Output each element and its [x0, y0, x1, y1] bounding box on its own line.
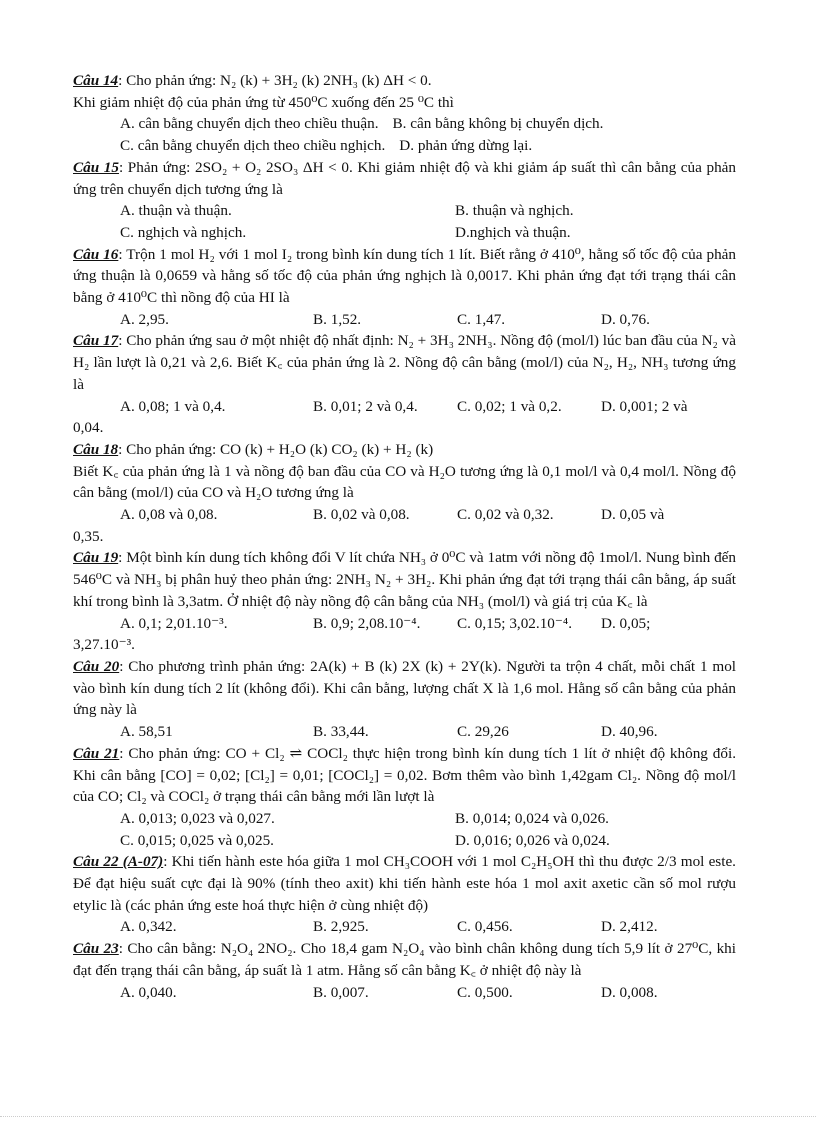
answer-option: B. 0,9; 2,08.10⁻⁴. — [313, 614, 421, 632]
question-q17 — [73, 330, 736, 439]
answer-option: D. 0,008. — [601, 983, 658, 1001]
question-stem — [73, 92, 736, 114]
answer-option: D. 0,016; 0,026 và 0,024. — [455, 831, 610, 849]
answer-option: B. cân bằng không bị chuyển dịch. — [392, 115, 604, 133]
question-label: Câu 20 — [73, 657, 120, 675]
options-row — [73, 222, 736, 244]
question-q18 — [73, 439, 736, 548]
question-text: : Cho phản ứng: CO + Cl₂ ⇌ COCl₂ thực hiện trong bình kín dung tích 1 lít ở nhiệt độ không đổi. Khi cân bằng [CO] = 0,02; [Cl₂] = 0,01; [COCl₂] = 0,02. Bơm thêm vào bình 1,42gam Cl₂. Nồng độ mol/l của CO; Cl₂ và COCl₂ ở trạng thái cân bằng mới lần lượt là — [73, 744, 736, 806]
answer-option: B. 0,01; 2 và 0,4. — [313, 397, 418, 415]
answer-option: D. 0,76. — [601, 310, 650, 328]
exam-page — [73, 70, 736, 1003]
question-stem — [73, 439, 736, 461]
question-label: Câu 14 — [73, 72, 119, 89]
answer-option: C. 1,47. — [457, 310, 506, 328]
options-row — [73, 982, 736, 1004]
question-stem — [73, 656, 736, 721]
question-text: Biết K꜀ của phản ứng là 1 và nồng độ ban đầu của CO và H₂O tương ứng là 0,1 mol/l và 0,4 mol/l. Nồng độ cân bằng (mol/l) của CO và H₂O tương ứng là — [73, 462, 736, 502]
question-stem — [73, 851, 736, 916]
answer-option: C. 0,015; 0,025 và 0,025. — [120, 831, 274, 849]
answer-option: C. 0,456. — [457, 918, 513, 936]
question-stem — [73, 157, 736, 200]
answer-option: A. 0,08; 1 và 0,4. — [120, 397, 226, 415]
question-label: Câu 22 (A-07) — [73, 853, 164, 871]
question-stem — [73, 547, 736, 612]
options-row — [73, 830, 736, 852]
question-text: : Cho phản ứng: CO (k) + H₂O (k) CO₂ (k) + H₂ (k) — [118, 440, 434, 458]
question-q21 — [73, 743, 736, 852]
answer-option: A. 58,51 — [120, 723, 173, 741]
question-q14 — [73, 70, 736, 157]
answer-option: B. 0,02 và 0,08. — [313, 506, 410, 524]
answer-option: C. nghịch và nghịch. — [120, 223, 247, 241]
question-stem — [73, 938, 736, 981]
options-row — [73, 396, 736, 418]
question-label: Câu 19 — [73, 549, 119, 567]
answer-option: C. cân bằng chuyển dịch theo chiều nghịch. — [120, 137, 386, 155]
question-label: Câu 15 — [73, 158, 119, 176]
question-text: : Cho phản ứng sau ở một nhiệt độ nhất định: N₂ + 3H₃ 2NH₃. Nồng độ (mol/l) lúc ban đầu của N₂ và H₂ lần lượt là 0,21 và 2,6. Biết K꜀ của phản ứng là 2. Nồng độ cân bằng (mol/l) của N₂, H₂, NH₃ tương ứng là — [73, 332, 737, 393]
question-text: : Cho cân bằng: N₂O₄ 2NO₂. Cho 18,4 gam N₂O₄ vào bình chân không dung tích 5,9 lít ở 27⁰C, khi đạt đến trạng thái cân bằng, áp suất là 1 atm. Hằng số cân bằng K꜀ ở nhiệt độ này là — [73, 940, 736, 979]
answer-option: A. thuận và thuận. — [120, 202, 232, 220]
question-q20 — [73, 656, 736, 743]
page-bottom-divider — [0, 1116, 816, 1117]
options-row — [73, 808, 736, 830]
question-label: Câu 18 — [73, 440, 119, 458]
answer-option: A. 0,040. — [120, 983, 177, 1001]
answer-option: C. 0,15; 3,02.10⁻⁴. — [457, 614, 572, 632]
answer-option: B. 1,52. — [313, 310, 362, 328]
answer-option-continued: 3,27.10⁻³. — [73, 636, 135, 654]
answer-option: A. 2,95. — [120, 310, 169, 328]
question-stem — [73, 330, 736, 395]
question-label: Câu 23 — [73, 940, 119, 958]
answer-option: A. cân bằng chuyển dịch theo chiều thuận. — [120, 115, 379, 133]
answer-option: C. 29,26 — [457, 723, 509, 741]
answer-option: A. 0,342. — [120, 918, 177, 936]
answer-option: B. 2,925. — [313, 918, 369, 936]
options-row — [73, 113, 736, 135]
options-row — [73, 309, 736, 331]
answer-option: A. 0,1; 2,01.10⁻³. — [120, 614, 228, 632]
question-text: : Khi tiến hành este hóa giữa 1 mol CH₃COOH với 1 mol C₂H₅OH thì thu được 2/3 mol este. Để đạt hiệu suất cực đại là 90% (tính theo axit) khi tiến hành este hóa 1 mol axit axetic cần số mol rượu etylic là (các phản ứng este hoá thực hiện ở cùng nhiệt độ) — [73, 853, 736, 914]
question-stem — [73, 743, 736, 808]
question-stem — [73, 461, 736, 504]
options-row — [73, 200, 736, 222]
question-text: : Cho phản ứng: N₂ (k) + 3H₂ (k) 2NH₃ (k) ΔH < 0. — [118, 72, 432, 89]
options-row — [73, 916, 736, 938]
options-row — [73, 504, 736, 526]
answer-option: C. 0,02 và 0,32. — [457, 506, 554, 524]
answer-option: D. 0,001; 2 và — [601, 397, 688, 415]
answer-option: D. phản ứng dừng lại. — [399, 137, 533, 155]
answer-option: D.nghịch và thuận. — [455, 223, 571, 241]
answer-option: C. 0,500. — [457, 983, 513, 1001]
question-q23 — [73, 938, 736, 1003]
answer-option: B. 0,007. — [313, 983, 369, 1001]
question-text: : Một bình kín dung tích không đổi V lít chứa NH₃ ở 0⁰C và 1atm với nồng độ 1mol/l. Nung bình đến 546⁰C và NH₃ bị phân huỷ theo phản ứng: 2NH₃ N₂ + 3H₂. Khi phản ứng đạt tới trạng thái cân bằng, áp suất khí trong bình là 3,3atm. Ở nhiệt độ này nồng độ cân bằng của NH₃ (mol/l) và giá trị của K꜀ là — [73, 549, 736, 610]
question-stem — [73, 70, 736, 92]
question-q19 — [73, 547, 736, 656]
options-row — [73, 613, 736, 635]
answer-option: D. 0,05 và — [601, 506, 665, 524]
question-label: Câu 17 — [73, 332, 119, 350]
question-label: Câu 16 — [73, 245, 119, 263]
question-text: : Cho phương trình phản ứng: 2A(k) + B (k) 2X (k) + 2Y(k). Người ta trộn 4 chất, mỗi chất 1 mol vào bình kín dung tích 2 lít (không đổi). Khi cân bằng, lượng chất X là 1,6 mol. Hằng số cân bằng của phản ứng này là — [73, 657, 737, 719]
answer-option: B. 0,014; 0,024 và 0,026. — [455, 809, 609, 827]
answer-option: A. 0,013; 0,023 và 0,027. — [120, 809, 275, 827]
question-q22 — [73, 851, 736, 938]
question-q16 — [73, 244, 736, 331]
answer-option: B. thuận và nghịch. — [455, 202, 574, 220]
question-text: Khi giảm nhiệt độ của phản ứng từ 450⁰C xuống đến 25 ⁰C thì — [73, 93, 454, 111]
question-text: : Trộn 1 mol H₂ với 1 mol I₂ trong bình kín dung tích 1 lít. Biết rằng ở 410⁰, hằng số tốc độ của phản ứng thuận là 0,0659 và hằng số tốc độ của phản ứng nghịch là 0,0017. Khi phản ứng đạt tới trạng thái cân bằng ở 410⁰C thì nồng độ của HI là — [73, 245, 737, 307]
answer-option-continued: 0,04. — [73, 419, 104, 437]
answer-option: D. 40,96. — [601, 723, 658, 741]
answer-option-continued: 0,35. — [73, 527, 104, 545]
options-row — [73, 135, 736, 157]
question-label: Câu 21 — [73, 744, 120, 762]
answer-option: A. 0,08 và 0,08. — [120, 506, 218, 524]
answer-option: D. 2,412. — [601, 918, 658, 936]
answer-option: C. 0,02; 1 và 0,2. — [457, 397, 562, 415]
question-q15 — [73, 157, 736, 244]
answer-option: D. 0,05; — [601, 614, 651, 632]
answer-option: B. 33,44. — [313, 723, 369, 741]
options-row — [73, 721, 736, 743]
question-text: : Phản ứng: 2SO₂ + O₂ 2SO₃ ΔH < 0. Khi giảm nhiệt độ và khi giảm áp suất thì cân bằng của phản ứng trên chuyển dịch tương ứng là — [73, 158, 737, 198]
question-stem — [73, 244, 736, 309]
